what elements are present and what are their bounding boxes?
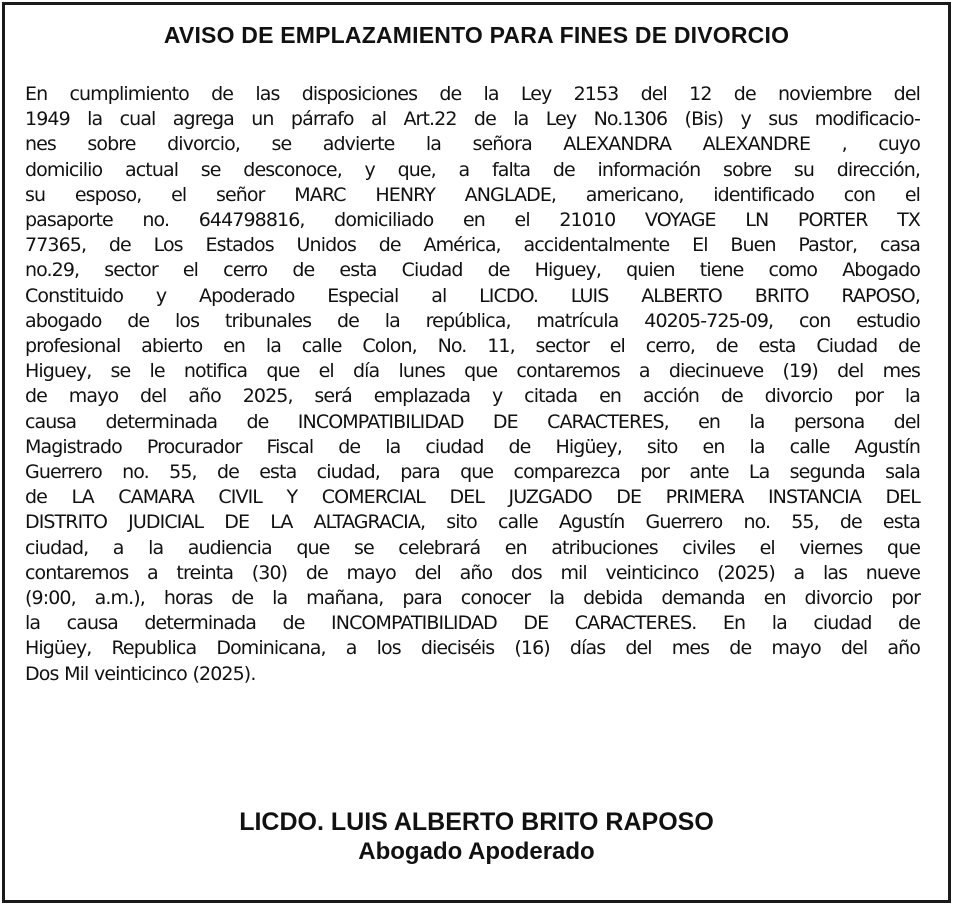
body-line: pasaporte no. 644798816, domiciliado en el 21010 VOYAGE LN PORTER TX: [25, 209, 920, 232]
body-line: Dos Mil veinticinco (2025).: [25, 662, 256, 685]
body-line: no.29, sector el cerro de esta Ciudad de Higuey, quien tiene como Abogado: [25, 259, 920, 282]
body-line: (9:00, a.m.), horas de la mañana, para conocer la debida demanda en divorcio por: [25, 587, 920, 610]
body-line: 1949 la cual agrega un párrafo al Art.22 de la Ley No.1306 (Bis) y sus modificacio-: [25, 108, 920, 131]
body-line: causa determinada de INCOMPATIBILIDAD DE CARACTERES, en la persona del: [25, 410, 920, 433]
body-line: nes sobre divorcio, se advierte la señora ALEXANDRA ALEXANDRE , cuyo: [25, 133, 920, 156]
body-line: Magistrado Procurador Fiscal de la ciudad de Higüey, sito en la calle Agustín: [25, 435, 920, 458]
body-line: de LA CAMARA CIVIL Y COMERCIAL DEL JUZGADO DE PRIMERA INSTANCIA DEL: [25, 486, 920, 509]
body-line: En cumplimiento de las disposiciones de la Ley 2153 del 12 de noviembre del: [25, 83, 920, 105]
signature-role: Abogado Apoderado: [358, 838, 595, 865]
body-line: contaremos a treinta (30) de mayo del año dos mil veinticinco (2025) a las nueve: [25, 561, 920, 584]
notice-title: AVISO DE EMPLAZAMIENTO PARA FINES DE DIVORCIO: [163, 22, 790, 48]
body-line: Higüey, Republica Dominicana, a los dieciséis (16) días del mes de mayo del año: [25, 637, 920, 660]
body-line: de mayo del año 2025, será emplazada y citada en acción de divorcio por la: [25, 385, 920, 408]
body-line: abogado de los tribunales de la república, matrícula 40205-725-09, con estudio: [25, 309, 920, 332]
body-line: su esposo, el señor MARC HENRY ANGLADE, americano, identificado con el: [25, 183, 920, 206]
notice-body: [25, 82, 920, 687]
body-line: Higuey, se le notifica que el día lunes que contaremos a diecinueve (19) del mes: [25, 360, 920, 383]
body-line: la causa determinada de INCOMPATIBILIDAD DE CARACTERES. En la ciudad de: [25, 612, 920, 635]
body-line: domicilio actual se desconoce, y que, a falta de información sobre su dirección,: [25, 158, 920, 181]
body-line: 77365, de Los Estados Unidos de América, accidentalmente El Buen Pastor, casa: [25, 234, 920, 257]
body-line: Guerrero no. 55, de esta ciudad, para que comparezca por ante La segunda sala: [25, 461, 920, 484]
body-line: profesional abierto en la calle Colon, No. 11, sector el cerro, de esta Ciudad de: [25, 335, 920, 358]
signature-name: LICDO. LUIS ALBERTO BRITO RAPOSO: [239, 808, 714, 836]
body-line: DISTRITO JUDICIAL DE LA ALTAGRACIA, sito calle Agustín Guerrero no. 55, de esta: [25, 511, 920, 534]
body-line: ciudad, a la audiencia que se celebrará en atribuciones civiles el viernes que: [25, 536, 920, 559]
body-line: Constituido y Apoderado Especial al LICDO. LUIS ALBERTO BRITO RAPOSO,: [25, 284, 920, 307]
